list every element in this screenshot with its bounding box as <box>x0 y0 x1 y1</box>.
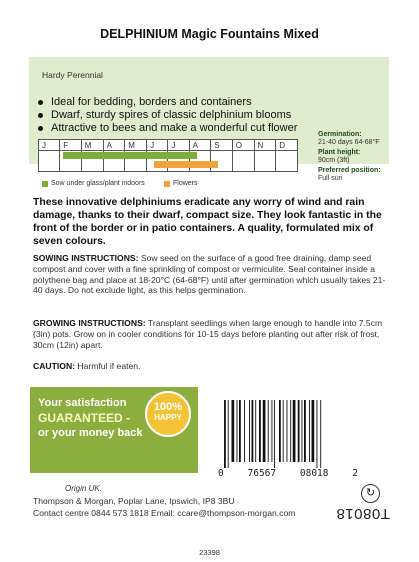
company-address: Thompson & Morgan, Poplar Lane, Ipswich, IP8 3BU <box>33 496 235 506</box>
barcode-bar <box>304 400 306 462</box>
barcode-bar <box>317 400 318 468</box>
sowing-text: Sow seed on the surface of a good free draining, damp seed compost and cover with a fine sprinkling of compost or vermiculite. Seal container inside a polythene bag and place at 18-20°C (64-68°F) until after germination which usually takes 21-40 days. Do not exclude light, as this helps germination. <box>33 253 386 296</box>
month-cell: S <box>211 140 233 151</box>
guarantee-badge <box>30 387 198 473</box>
sowing-instructions <box>33 253 388 296</box>
flowering-period-bar <box>154 161 218 168</box>
barcode-bar <box>232 400 235 462</box>
legend-label-flowers: Flowers <box>173 180 198 187</box>
product-code: T08018 <box>336 505 390 522</box>
barcode-bar <box>249 400 250 462</box>
barcode-bar <box>255 400 256 462</box>
feature-item: Attractive to bees and make a wonderful cut flower <box>36 122 297 135</box>
growing-instructions <box>33 318 388 350</box>
germination-value: 21-40 days 64-68°F <box>318 139 380 146</box>
barcode-bar <box>287 400 288 462</box>
contact-line: Contact centre 0844 573 1818 Email: ccare@thompson-morgan.com <box>33 508 296 518</box>
barcode-bar <box>320 400 321 468</box>
growing-text: Transplant seedlings when large enough to handle into 7.5cm (3in) pots. Grow on in cooler conditions for 10-15 days before planting out after risk of frost, 30cm (12in) apart. <box>33 318 383 350</box>
guarantee-line-2: GUARANTEED - <box>38 411 130 425</box>
barcode-icon <box>222 400 352 468</box>
growing-facts <box>318 131 398 185</box>
barcode-bar <box>224 400 226 468</box>
sow-period-bar <box>63 152 197 159</box>
seal-percent: 100% <box>153 401 183 413</box>
print-reference: 23398 <box>199 548 220 557</box>
recycle-icon: ↻ <box>361 484 380 503</box>
month-cell: N <box>254 140 276 151</box>
height-label: Plant height: <box>318 149 361 156</box>
feature-item: Dwarf, sturdy spires of classic delphinium blooms <box>36 109 297 122</box>
guarantee-line-3: or your money back <box>38 427 143 439</box>
month-cell: J <box>168 140 189 151</box>
month-cell: J <box>147 140 168 151</box>
feature-list <box>36 96 297 135</box>
month-cell: A <box>189 140 211 151</box>
barcode-bar <box>263 400 266 462</box>
month-cell: M <box>125 140 147 151</box>
origin-label: Origin UK. <box>65 484 102 493</box>
growing-label: GROWING INSTRUCTIONS: <box>33 318 146 328</box>
barcode-bar <box>293 400 296 462</box>
month-cell: D <box>276 140 298 151</box>
barcode-bar <box>302 400 303 462</box>
barcode-bar <box>252 400 254 462</box>
product-description: These innovative delphiniums eradicate any worry of wind and rain damage, thanks to their dwarf, compact size. They look fantastic in the front of the border or in patio containers. A quality, formulated mix of seven colours. <box>33 197 382 247</box>
barcode-bar <box>244 400 245 462</box>
barcode-bar <box>259 400 261 462</box>
month-cell: A <box>103 140 125 151</box>
month-cell: J <box>39 140 60 151</box>
legend-swatch-flowers <box>164 181 170 187</box>
month-cell: F <box>60 140 81 151</box>
legend-flowers <box>164 180 198 187</box>
height-value: 90cm (3ft) <box>318 157 350 164</box>
barcode-number <box>218 468 358 479</box>
happy-seal-icon <box>145 391 191 437</box>
barcode-bar <box>283 400 284 462</box>
feature-item: Ideal for bedding, borders and containers <box>36 96 297 109</box>
guarantee-text <box>38 396 143 441</box>
plant-type: Hardy Perennial <box>42 70 103 80</box>
barcode-digit-group: 76567 <box>247 468 277 479</box>
barcode-bar <box>237 400 238 462</box>
product-title: DELPHINIUM Magic Fountains Mixed <box>100 27 319 41</box>
barcode-bar <box>272 400 273 462</box>
barcode-bar <box>228 400 229 468</box>
barcode-bar <box>309 400 310 462</box>
barcode-bar <box>279 400 281 462</box>
legend-swatch-sow <box>42 181 48 187</box>
caution-text: Harmful if eaten. <box>77 361 141 371</box>
caution-note <box>33 361 388 372</box>
month-cell: O <box>232 140 254 151</box>
barcode-digit-group: 08018 <box>299 468 329 479</box>
barcode-digit-group: 2 <box>352 468 358 479</box>
barcode-bar <box>312 400 315 462</box>
barcode-bar <box>274 400 275 468</box>
month-cell: M <box>81 140 103 151</box>
germination-label: Germination: <box>318 131 362 138</box>
barcode-bar <box>268 400 269 462</box>
barcode-digit-group: 0 <box>218 468 224 479</box>
guarantee-line-1: Your satisfaction <box>38 397 127 409</box>
position-label: Preferred position: <box>318 167 381 174</box>
sowing-label: SOWING INSTRUCTIONS: <box>33 253 139 263</box>
legend-label-sow: Sow under glass/plant indoors <box>51 180 145 187</box>
barcode-bar <box>239 400 241 462</box>
barcode-bar <box>298 400 300 462</box>
position-value: Full sun <box>318 175 343 182</box>
barcode-bar <box>290 400 291 462</box>
legend-sow <box>42 180 145 187</box>
seal-word: HAPPY <box>154 413 182 422</box>
caution-label: CAUTION: <box>33 361 76 371</box>
